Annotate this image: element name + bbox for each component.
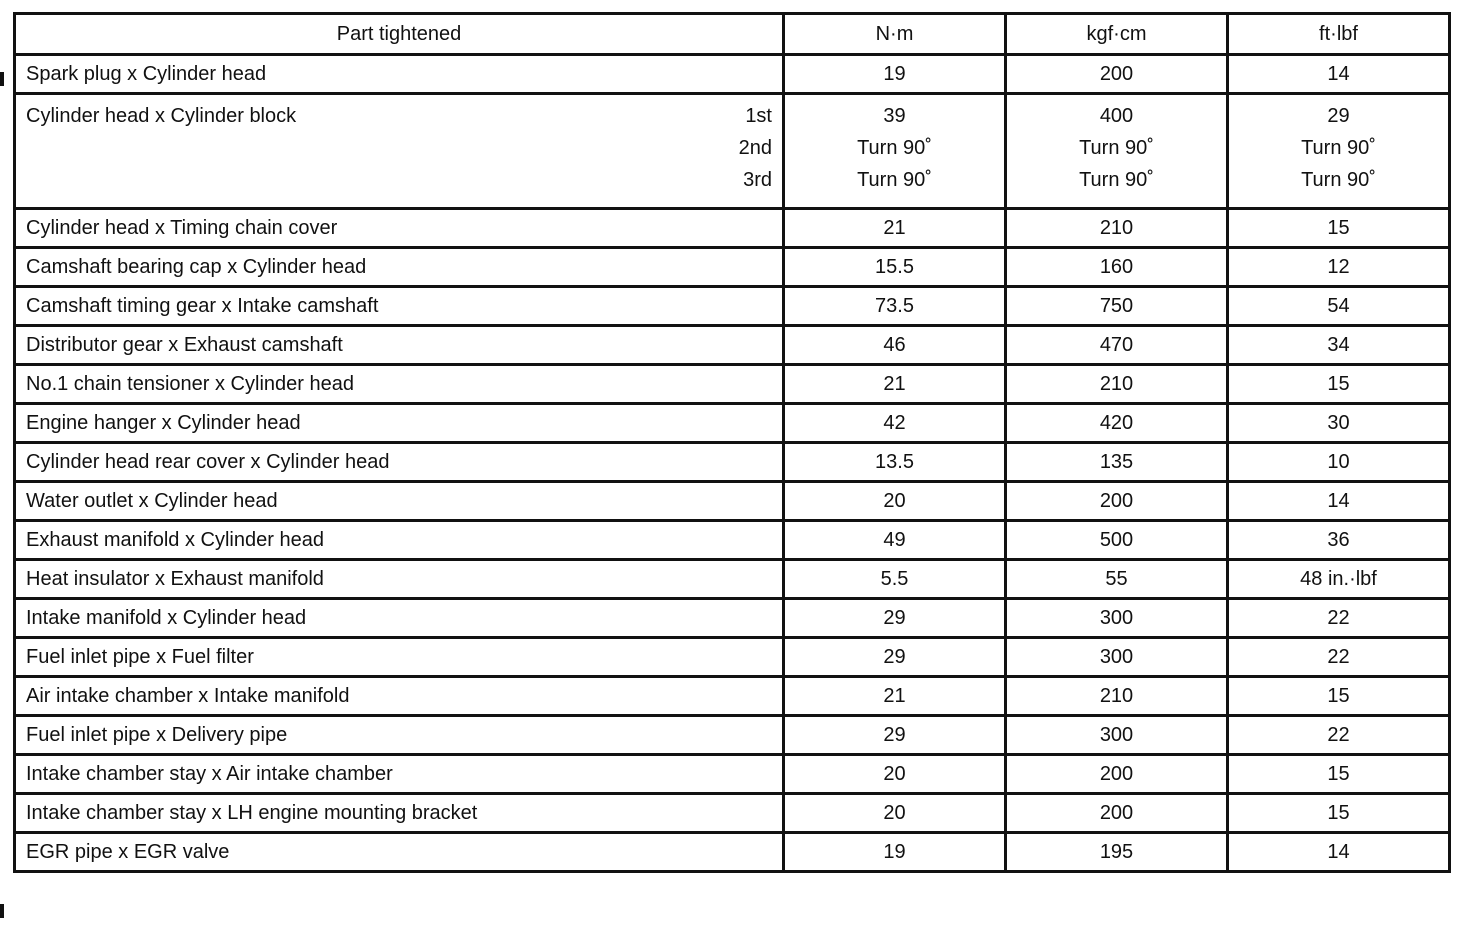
nm-cell: 73.5 [784,287,1006,326]
kgfcm-cell: 470 [1006,326,1228,365]
header-ftlbf: ft·lbf [1228,14,1450,55]
table-row [15,521,1450,560]
table-row [15,443,1450,482]
step-value: Turn 90˚ [1301,137,1376,159]
part-cell: Camshaft timing gear x Intake camshaft [15,287,784,326]
nm-cell [784,94,1006,209]
ftlbf-cell: 22 [1228,716,1450,755]
nm-cell: 5.5 [784,560,1006,599]
step-value: Turn 90˚ [857,137,932,159]
part-cell: Heat insulator x Exhaust manifold [15,560,784,599]
part-cell: Spark plug x Cylinder head [15,55,784,94]
table-row [15,755,1450,794]
ftlbf-cell: 22 [1228,599,1450,638]
scan-edge-mark-top [0,72,4,86]
ftlbf-cell: 30 [1228,404,1450,443]
ftlbf-cell: 48 in.·lbf [1228,560,1450,599]
nm-cell: 21 [784,365,1006,404]
ftlbf-cell: 54 [1228,287,1450,326]
kgfcm-cell: 210 [1006,677,1228,716]
nm-cell: 13.5 [784,443,1006,482]
table-row [15,794,1450,833]
step-list [739,100,774,196]
kgfcm-cell: 300 [1006,638,1228,677]
nm-cell: 20 [784,755,1006,794]
step-label: 1st [745,105,772,127]
kgfcm-cell: 500 [1006,521,1228,560]
part-cell: Intake chamber stay x LH engine mounting bracket [15,794,784,833]
part-cell: Engine hanger x Cylinder head [15,404,784,443]
table-row [15,599,1450,638]
kgfcm-cell: 195 [1006,833,1228,872]
nm-cell: 21 [784,209,1006,248]
part-cell: Exhaust manifold x Cylinder head [15,521,784,560]
header-kgfcm: kgf·cm [1006,14,1228,55]
nm-cell: 20 [784,482,1006,521]
header-nm: N·m [784,14,1006,55]
step-value: Turn 90˚ [1301,169,1376,191]
part-cell: Camshaft bearing cap x Cylinder head [15,248,784,287]
ftlbf-cell: 15 [1228,209,1450,248]
part-label: Cylinder head x Cylinder block [26,105,297,127]
part-cell: Air intake chamber x Intake manifold [15,677,784,716]
nm-cell: 42 [784,404,1006,443]
table-row [15,404,1450,443]
table-row [15,326,1450,365]
ftlbf-cell: 34 [1228,326,1450,365]
kgfcm-cell: 210 [1006,209,1228,248]
header-row [15,14,1450,55]
nm-cell: 46 [784,326,1006,365]
table-row [15,287,1450,326]
step-value: Turn 90˚ [1079,137,1154,159]
ftlbf-cell: 14 [1228,833,1450,872]
table-body [15,55,1450,872]
ftlbf-cell: 15 [1228,755,1450,794]
step-value: Turn 90˚ [1079,169,1154,191]
table-row [15,365,1450,404]
table-header [15,14,1450,55]
kgfcm-cell: 750 [1006,287,1228,326]
kgfcm-cell: 200 [1006,482,1228,521]
nm-cell: 19 [784,833,1006,872]
kgfcm-cell: 200 [1006,794,1228,833]
part-cell: Distributor gear x Exhaust camshaft [15,326,784,365]
table-row [15,716,1450,755]
nm-cell: 29 [784,638,1006,677]
table-row [15,55,1450,94]
kgfcm-cell: 135 [1006,443,1228,482]
scan-edge-mark-bottom [0,904,4,918]
nm-cell: 29 [784,716,1006,755]
part-cell: Water outlet x Cylinder head [15,482,784,521]
part-cell: No.1 chain tensioner x Cylinder head [15,365,784,404]
part-cell [15,94,784,209]
part-cell: Intake chamber stay x Air intake chamber [15,755,784,794]
ftlbf-cell: 36 [1228,521,1450,560]
kgfcm-cell: 210 [1006,365,1228,404]
part-cell: Fuel inlet pipe x Fuel filter [15,638,784,677]
ftlbf-cell: 14 [1228,482,1450,521]
part-cell: Fuel inlet pipe x Delivery pipe [15,716,784,755]
nm-cell: 21 [784,677,1006,716]
kgfcm-cell: 300 [1006,599,1228,638]
kgfcm-cell: 200 [1006,55,1228,94]
torque-spec-table [13,12,1451,873]
ftlbf-cell: 12 [1228,248,1450,287]
kgfcm-cell: 160 [1006,248,1228,287]
table-row [15,638,1450,677]
nm-cell: 15.5 [784,248,1006,287]
step-value: 39 [883,105,906,127]
step-value: 400 [1099,105,1134,127]
step-label: 2nd [738,137,772,159]
table-row [15,482,1450,521]
kgfcm-cell: 300 [1006,716,1228,755]
kgfcm-cell [1006,94,1228,209]
part-cell: Cylinder head x Timing chain cover [15,209,784,248]
part-cell: Intake manifold x Cylinder head [15,599,784,638]
table-row [15,560,1450,599]
table-row [15,677,1450,716]
nm-cell: 29 [784,599,1006,638]
table-row [15,209,1450,248]
ftlbf-cell: 22 [1228,638,1450,677]
ftlbf-cell: 15 [1228,677,1450,716]
step-value: Turn 90˚ [857,169,932,191]
kgfcm-cell: 55 [1006,560,1228,599]
header-part-tightened: Part tightened [15,14,784,55]
nm-cell: 20 [784,794,1006,833]
ftlbf-cell: 10 [1228,443,1450,482]
part-cell: Cylinder head rear cover x Cylinder head [15,443,784,482]
part-cell: EGR pipe x EGR valve [15,833,784,872]
ftlbf-cell: 14 [1228,55,1450,94]
kgfcm-cell: 200 [1006,755,1228,794]
table-row-multistep [15,94,1450,209]
table-row [15,248,1450,287]
nm-cell: 49 [784,521,1006,560]
ftlbf-cell: 15 [1228,365,1450,404]
step-label: 3rd [743,169,772,191]
table-row [15,833,1450,872]
ftlbf-cell [1228,94,1450,209]
ftlbf-cell: 15 [1228,794,1450,833]
kgfcm-cell: 420 [1006,404,1228,443]
nm-cell: 19 [784,55,1006,94]
step-value: 29 [1327,105,1350,127]
